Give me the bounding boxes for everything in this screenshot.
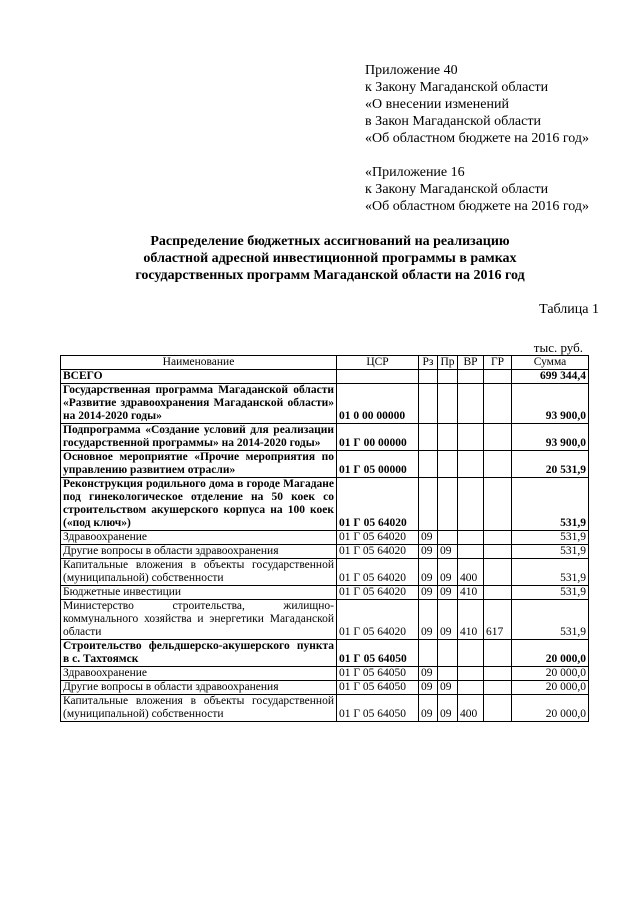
cell-vr: 410 — [458, 586, 484, 600]
appendix40-line: в Закон Магаданской области — [365, 114, 541, 129]
table-row — [61, 600, 589, 640]
cell-pr — [438, 451, 458, 478]
cell-rz — [419, 451, 438, 478]
cell-name: Другие вопросы в области здравоохранения — [61, 681, 337, 695]
table-row — [61, 640, 589, 667]
cell-name: Капитальные вложения в объекты государственной (муниципальной) собственности — [61, 559, 337, 586]
cell-name: Строительство фельдшерско-акушерского пункта в с. Тахтоямск — [61, 640, 337, 667]
cell-pr: 09 — [438, 545, 458, 559]
cell-sum: 531,9 — [512, 586, 589, 600]
cell-sum: 93 900,0 — [512, 424, 589, 451]
title-line: областной адресной инвестиционной программы в рамках — [143, 251, 517, 266]
cell-gr — [484, 478, 512, 531]
cell-gr — [484, 384, 512, 424]
units-label: тыс. руб. — [533, 340, 583, 355]
cell-gr — [484, 451, 512, 478]
cell-gr — [484, 370, 512, 384]
cell-gr — [484, 424, 512, 451]
table-row — [61, 667, 589, 681]
col-header-pr: Пр — [438, 356, 458, 370]
cell-rz: 09 — [419, 600, 438, 640]
table-header-row — [61, 356, 589, 370]
cell-rz — [419, 640, 438, 667]
cell-csr: 01 Г 00 00000 — [337, 424, 419, 451]
cell-name: Бюджетные инвестиции — [61, 586, 337, 600]
cell-pr: 09 — [438, 681, 458, 695]
cell-gr — [484, 586, 512, 600]
col-header-vr: ВР — [458, 356, 484, 370]
cell-pr — [438, 531, 458, 545]
cell-sum: 20 000,0 — [512, 695, 589, 722]
cell-name: Другие вопросы в области здравоохранения — [61, 545, 337, 559]
cell-csr: 01 Г 05 64050 — [337, 640, 419, 667]
cell-rz — [419, 370, 438, 384]
cell-gr — [484, 640, 512, 667]
cell-gr — [484, 695, 512, 722]
cell-vr — [458, 545, 484, 559]
cell-csr: 01 Г 05 64020 — [337, 545, 419, 559]
cell-vr: 400 — [458, 695, 484, 722]
cell-vr — [458, 370, 484, 384]
budget-table — [60, 355, 589, 722]
col-header-sum: Сумма — [512, 356, 589, 370]
cell-sum: 531,9 — [512, 478, 589, 531]
cell-rz — [419, 478, 438, 531]
table-row — [61, 531, 589, 545]
col-header-csr: ЦСР — [337, 356, 419, 370]
table-body — [61, 370, 589, 722]
col-header-rz: Рз — [419, 356, 438, 370]
cell-vr — [458, 424, 484, 451]
cell-sum: 531,9 — [512, 600, 589, 640]
document-title — [60, 233, 600, 284]
cell-pr: 09 — [438, 695, 458, 722]
cell-gr — [484, 559, 512, 586]
cell-rz: 09 — [419, 559, 438, 586]
cell-vr — [458, 640, 484, 667]
cell-gr — [484, 681, 512, 695]
table-row — [61, 451, 589, 478]
table-row — [61, 586, 589, 600]
col-header-name: Наименование — [61, 356, 337, 370]
cell-rz: 09 — [419, 545, 438, 559]
cell-vr — [458, 451, 484, 478]
table-number: Таблица 1 — [539, 302, 599, 317]
cell-name: ВСЕГО — [61, 370, 337, 384]
cell-csr: 01 Г 05 64050 — [337, 681, 419, 695]
cell-name: Основное мероприятие «Прочие мероприятия по управлению развитием отрасли» — [61, 451, 337, 478]
cell-pr — [438, 370, 458, 384]
cell-pr — [438, 424, 458, 451]
cell-rz: 09 — [419, 667, 438, 681]
cell-sum: 20 000,0 — [512, 681, 589, 695]
header-gap — [365, 147, 589, 164]
table-row — [61, 559, 589, 586]
appendix16-line: «Приложение 16 — [365, 165, 465, 180]
table-row — [61, 545, 589, 559]
cell-vr — [458, 478, 484, 531]
cell-csr: 01 Г 05 00000 — [337, 451, 419, 478]
cell-pr — [438, 478, 458, 531]
appendix40-line: Приложение 40 — [365, 63, 458, 78]
cell-csr — [337, 370, 419, 384]
cell-rz: 09 — [419, 531, 438, 545]
cell-vr — [458, 681, 484, 695]
appendix16-line: «Об областном бюджете на 2016 год» — [365, 199, 589, 214]
cell-csr: 01 Г 05 64050 — [337, 667, 419, 681]
cell-sum: 93 900,0 — [512, 384, 589, 424]
cell-gr: 617 — [484, 600, 512, 640]
cell-pr — [438, 667, 458, 681]
cell-name: Реконструкция родильного дома в городе Магадане под гинекологическое отделение на 50 коек со строительством акушерского корпуса на 100 коек («под ключ») — [61, 478, 337, 531]
cell-gr — [484, 667, 512, 681]
cell-name: Государственная программа Магаданской области «Развитие здравоохранения Магаданской области» на 2014-2020 годы» — [61, 384, 337, 424]
cell-pr: 09 — [438, 586, 458, 600]
cell-csr: 01 Г 05 64020 — [337, 586, 419, 600]
cell-rz — [419, 384, 438, 424]
cell-name: Капитальные вложения в объекты государственной (муниципальной) собственности — [61, 695, 337, 722]
cell-sum: 20 000,0 — [512, 640, 589, 667]
cell-csr: 01 Г 05 64020 — [337, 478, 419, 531]
cell-rz: 09 — [419, 681, 438, 695]
table-row — [61, 384, 589, 424]
appendix40-line: «О внесении изменений — [365, 97, 509, 112]
appendix16-line: к Закону Магаданской области — [365, 182, 549, 197]
table-row — [61, 478, 589, 531]
cell-name: Здравоохранение — [61, 531, 337, 545]
title-line: государственных программ Магаданской области на 2016 год — [135, 268, 525, 283]
table-row — [61, 681, 589, 695]
appendix40-line: «Об областном бюджете на 2016 год» — [365, 131, 589, 146]
appendix-header — [365, 62, 589, 215]
cell-name: Министерство строительства, жилищно-коммунального хозяйства и энергетики Магаданской области — [61, 600, 337, 640]
table-row — [61, 424, 589, 451]
title-line: Распределение бюджетных ассигнований на реализацию — [150, 234, 510, 249]
cell-csr: 01 Г 05 64020 — [337, 600, 419, 640]
cell-sum: 531,9 — [512, 559, 589, 586]
cell-rz: 09 — [419, 586, 438, 600]
appendix40-line: к Закону Магаданской области — [365, 80, 549, 95]
cell-gr — [484, 545, 512, 559]
cell-vr — [458, 384, 484, 424]
cell-name: Подпрограмма «Создание условий для реализации государственной программы» на 2014-2020 годы» — [61, 424, 337, 451]
cell-vr: 410 — [458, 600, 484, 640]
cell-gr — [484, 531, 512, 545]
cell-vr: 400 — [458, 559, 484, 586]
col-header-gr: ГР — [484, 356, 512, 370]
cell-pr: 09 — [438, 559, 458, 586]
cell-csr: 01 0 00 00000 — [337, 384, 419, 424]
cell-sum: 20 000,0 — [512, 667, 589, 681]
cell-pr — [438, 640, 458, 667]
cell-name: Здравоохранение — [61, 667, 337, 681]
cell-sum: 531,9 — [512, 545, 589, 559]
cell-vr — [458, 531, 484, 545]
table-row — [61, 695, 589, 722]
table-row — [61, 370, 589, 384]
cell-csr: 01 Г 05 64020 — [337, 559, 419, 586]
cell-pr: 09 — [438, 600, 458, 640]
cell-csr: 01 Г 05 64050 — [337, 695, 419, 722]
cell-sum: 699 344,4 — [512, 370, 589, 384]
cell-sum: 20 531,9 — [512, 451, 589, 478]
cell-sum: 531,9 — [512, 531, 589, 545]
cell-pr — [438, 384, 458, 424]
cell-rz: 09 — [419, 695, 438, 722]
cell-vr — [458, 667, 484, 681]
cell-csr: 01 Г 05 64020 — [337, 531, 419, 545]
cell-rz — [419, 424, 438, 451]
